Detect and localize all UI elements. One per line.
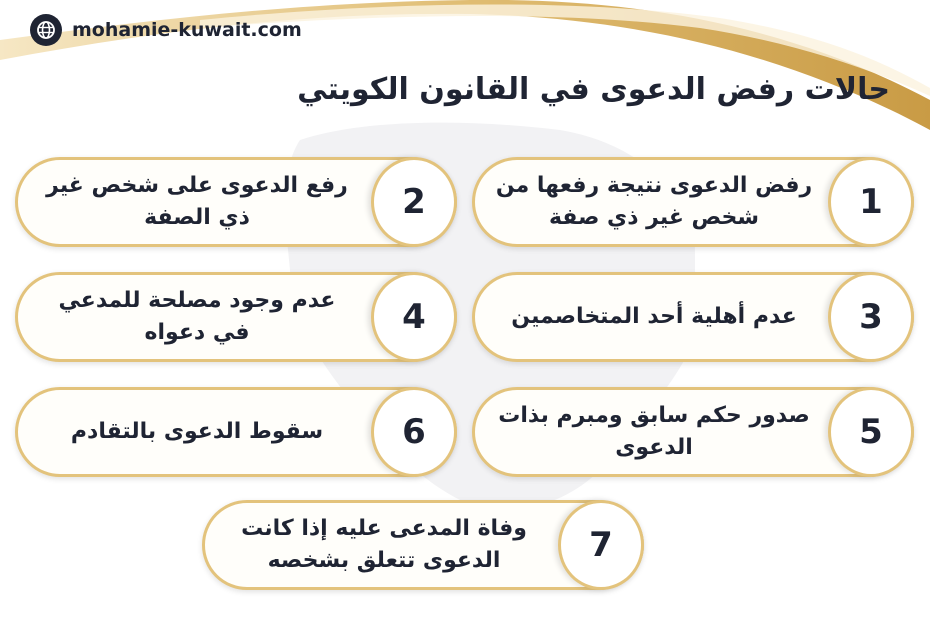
case-card-2 [15, 157, 457, 247]
case-text: عدم أهلية أحد المتخاصمين [511, 304, 797, 329]
globe-icon [30, 14, 62, 46]
site-badge[interactable] [30, 14, 302, 46]
case-number: 2 [371, 157, 457, 247]
case-card-3 [472, 272, 914, 362]
case-text: عدم وجود مصلحة للمدعي في دعواه [58, 288, 336, 345]
case-card-6 [15, 387, 457, 477]
case-text: وفاة المدعى عليه إذا كانت الدعوى تتعلق بشخصه [241, 516, 527, 573]
site-domain: mohamie-kuwait.com [72, 19, 302, 41]
case-number: 1 [828, 157, 914, 247]
case-card-7 [202, 500, 644, 590]
case-card-5 [472, 387, 914, 477]
case-card-1 [472, 157, 914, 247]
case-number: 7 [558, 500, 644, 590]
case-text: رفض الدعوى نتيجة رفعها من شخص غير ذي صفة [495, 173, 813, 230]
case-text: صدور حكم سابق ومبرم بذات الدعوى [498, 403, 810, 460]
case-number: 5 [828, 387, 914, 477]
page-title: حالات رفض الدعوى في القانون الكويتي [297, 72, 890, 107]
case-text: رفع الدعوى على شخص غير ذي الصفة [46, 173, 348, 230]
case-number: 6 [371, 387, 457, 477]
case-card-4 [15, 272, 457, 362]
case-number: 4 [371, 272, 457, 362]
case-number: 3 [828, 272, 914, 362]
case-text: سقوط الدعوى بالتقادم [70, 419, 324, 444]
